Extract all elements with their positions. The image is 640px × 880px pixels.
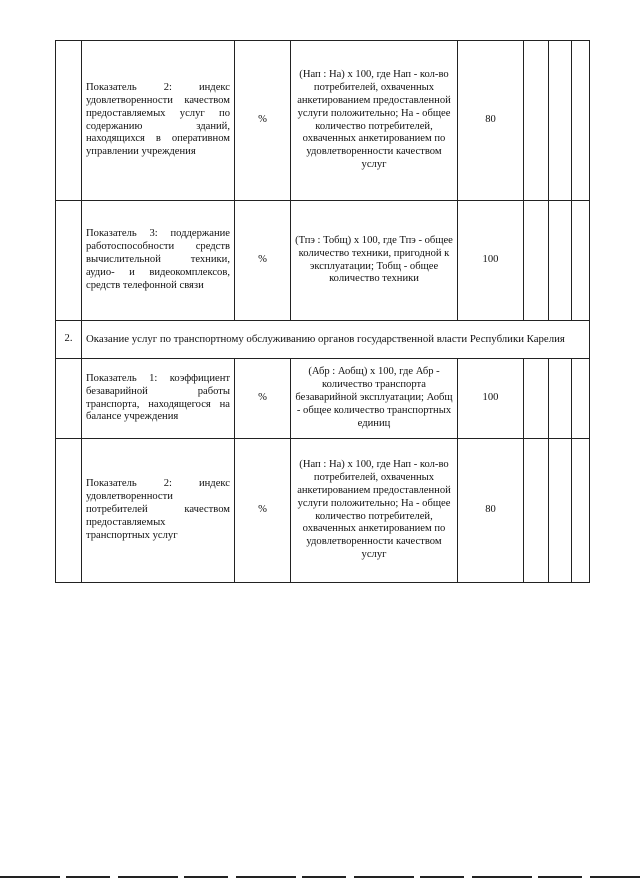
indicator-formula: (Тпэ : Тобщ) x 100, где Тпэ - общее количество техники, пригодной к эксплуатации; Тобщ - общее количество техники xyxy=(291,201,458,321)
empty-cell xyxy=(549,41,572,201)
table-row xyxy=(56,201,590,321)
section-row xyxy=(56,321,590,359)
empty-cell xyxy=(524,359,549,439)
empty-cell xyxy=(572,439,590,583)
indicators-table xyxy=(55,40,590,583)
scan-edge-line xyxy=(0,876,640,878)
indicator-name: Показатель 2: индекс удовлетворенности потребителей качеством предоставляемых транспортных услуг xyxy=(82,439,235,583)
row-number xyxy=(56,359,82,439)
indicator-name: Показатель 3: поддержание работоспособности средств вычислительной техники, аудио- и видеокомплексов, средств телефонной связи xyxy=(82,201,235,321)
empty-cell xyxy=(549,359,572,439)
row-number xyxy=(56,201,82,321)
indicator-unit: % xyxy=(235,201,291,321)
empty-cell xyxy=(524,201,549,321)
indicator-value: 80 xyxy=(458,439,524,583)
table-row xyxy=(56,439,590,583)
empty-cell xyxy=(549,439,572,583)
empty-cell xyxy=(572,201,590,321)
indicator-unit: % xyxy=(235,41,291,201)
indicator-name: Показатель 1: коэффициент безаварийной работы транспорта, находящегося на балансе учреждения xyxy=(82,359,235,439)
table-row xyxy=(56,359,590,439)
empty-cell xyxy=(549,201,572,321)
indicator-unit: % xyxy=(235,439,291,583)
indicator-value: 80 xyxy=(458,41,524,201)
table-row xyxy=(56,41,590,201)
indicator-value: 100 xyxy=(458,201,524,321)
empty-cell xyxy=(572,359,590,439)
row-number xyxy=(56,439,82,583)
empty-cell xyxy=(572,41,590,201)
empty-cell xyxy=(524,439,549,583)
indicator-formula: (Нап : На) x 100, где Нап - кол-во потребителей, охваченных анкетированием предоставленной услуги положительно; На - общее количество потребителей, охваченных анкетированием по удовлетворенности качеством услуг xyxy=(291,41,458,201)
indicator-name: Показатель 2: индекс удовлетворенности качеством предоставляемых услуг по содержанию зданий, находящихся в оперативном управлении учреждения xyxy=(82,41,235,201)
indicator-formula: (Абр : Аобщ) x 100, где Абр - количество транспорта безаварийной эксплуатации; Аобщ - общее количество транспортных единиц xyxy=(291,359,458,439)
indicator-unit: % xyxy=(235,359,291,439)
section-title: Оказание услуг по транспортному обслуживанию органов государственной власти Республики Карелия xyxy=(82,321,590,359)
empty-cell xyxy=(524,41,549,201)
indicator-formula: (Нап : На) x 100, где Нап - кол-во потребителей, охваченных анкетированием предоставленной услуги положительно; На - общее количество потребителей, охваченных анкетированием по удовлетворенности качеством услуг xyxy=(291,439,458,583)
row-number xyxy=(56,41,82,201)
section-number: 2. xyxy=(56,321,82,359)
indicator-value: 100 xyxy=(458,359,524,439)
